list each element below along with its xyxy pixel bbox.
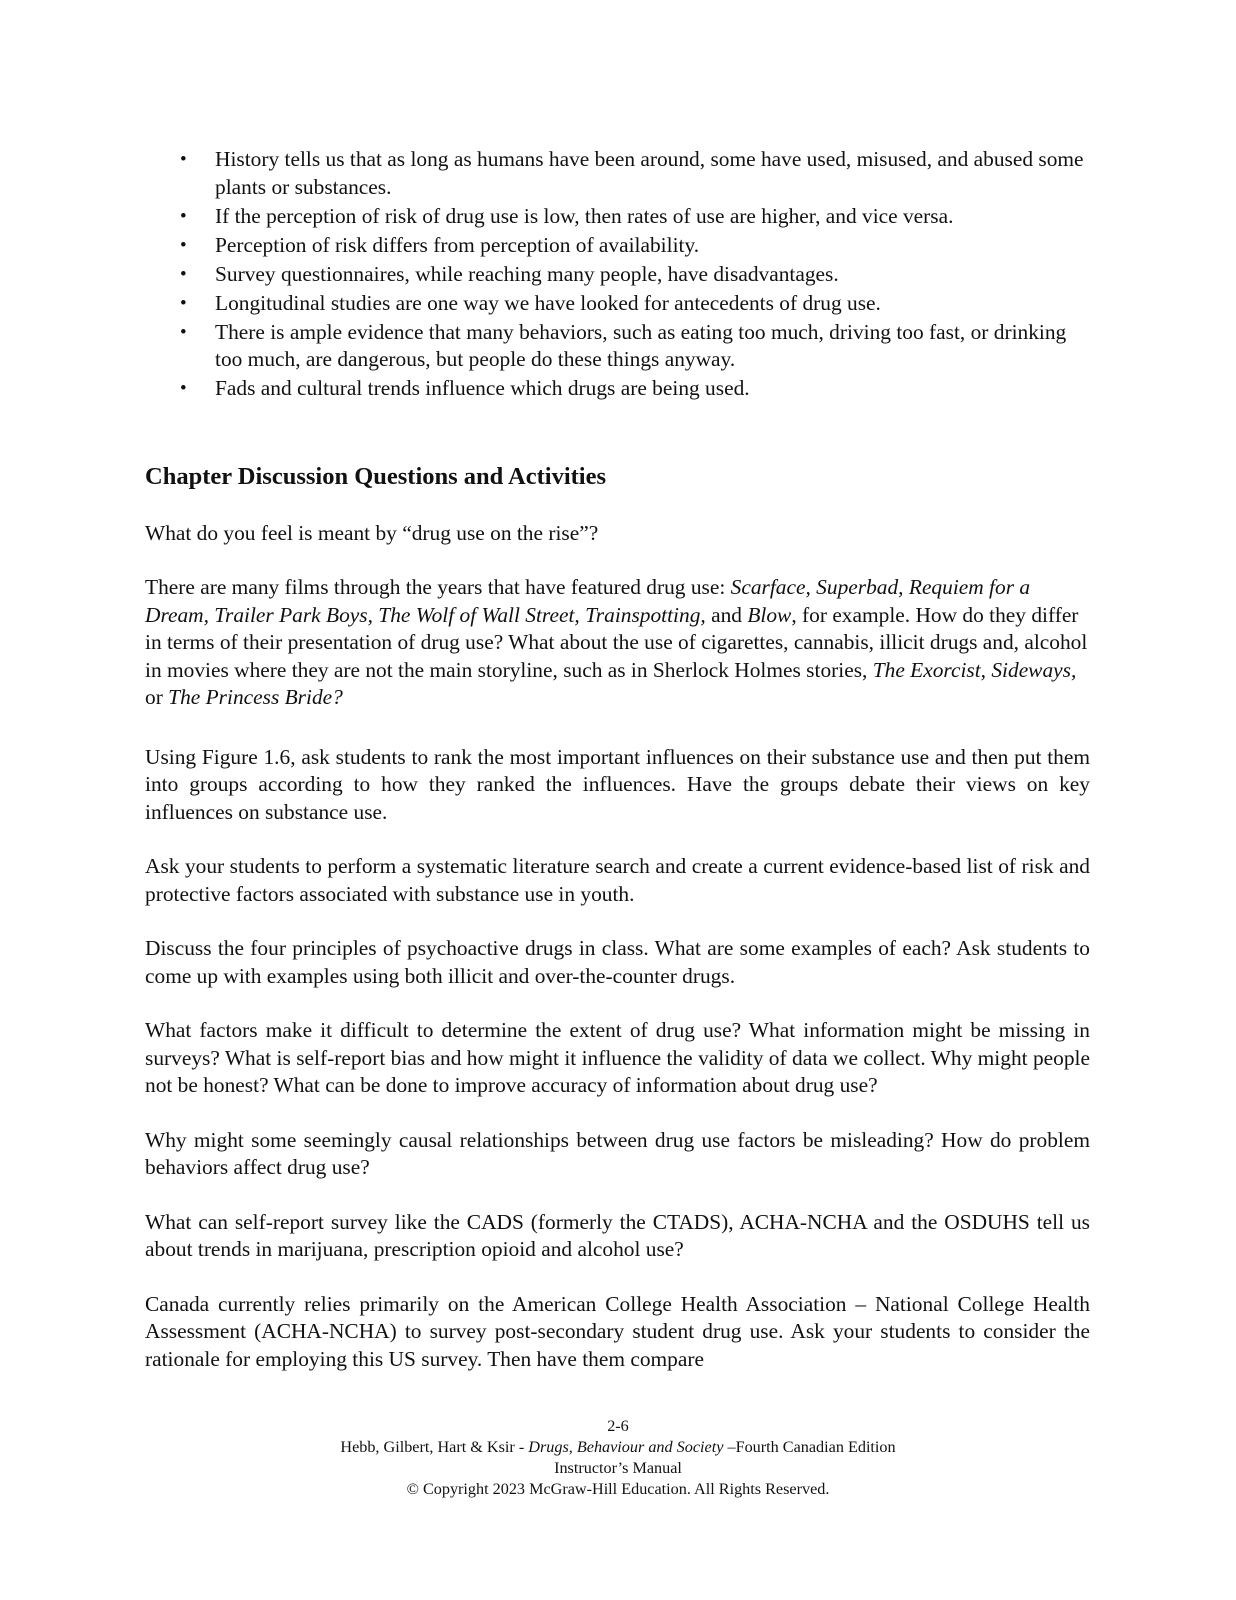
discussion-question-drug-use-rise: What do you feel is meant by “drug use on the rise”? — [145, 520, 599, 545]
bullet-glyph: • — [180, 378, 187, 399]
films-list-3: The Exorcist, Sideways, — [872, 657, 1077, 682]
footer-book-title: Drugs, Behaviour and Society — [528, 1438, 724, 1456]
bullet-glyph: • — [180, 205, 187, 227]
bullet-text: There is ample evidence that many behaviors, such as eating too much, driving too fast, or drinking too much, are dangerous, but people do these things anyway. — [215, 319, 1067, 371]
footer-manual: Instructor’s Manual — [554, 1459, 682, 1477]
discussion-question-extent-of-use: What factors make it difficult to determine the extent of drug use? What information might be missing in surveys? What is self-report bias and how might it influence the validity of data we collect. Why might people not be honest? What can be done to improve accuracy of information about drug use? — [145, 1018, 1090, 1097]
bullet-text: Survey questionnaires, while reaching many people, have disadvantages. — [215, 261, 839, 286]
discussion-question-films — [145, 574, 1090, 712]
films-text-1: There are many films through the years that have featured drug use: — [145, 575, 731, 599]
films-text-4: or — [145, 685, 169, 709]
bullet-text: Fads and cultural trends influence which drugs are being used. — [215, 376, 750, 400]
films-list-2: Blow — [747, 602, 792, 627]
bullet-item — [145, 375, 1090, 403]
bullet-item — [145, 261, 1090, 289]
book-citation — [0, 1437, 1236, 1458]
bullet-glyph: • — [180, 149, 187, 170]
bullet-item — [145, 232, 1090, 260]
bullet-glyph: • — [180, 292, 187, 314]
bullet-glyph: • — [180, 321, 187, 343]
bullet-item — [145, 290, 1090, 318]
footer-copyright: © Copyright 2023 McGraw-Hill Education. All Rights Reserved. — [406, 1480, 830, 1498]
bullet-text: If the perception of risk of drug use is low, then rates of use are higher, and vice versa. — [215, 203, 954, 228]
discussion-question-figure-ranking: Using Figure 1.6, ask students to rank the most important influences on their substance use and then put them into groups according to how they ranked the influences. Have the groups debate their views on key influences on substance use. — [145, 744, 1090, 824]
films-list-1: Scarface, Superbad, Requiem for a Dream, Trailer Park Boys, The Wolf of Wall Street, Trainspotting, — [145, 575, 1031, 627]
page-number: 2-6 — [607, 1417, 629, 1435]
discussion-question-literature-search: Ask your students to perform a systematic literature search and create a current evidence-based list of risk and protective factors associated with substance use in youth. — [145, 854, 1090, 906]
section-heading: Chapter Discussion Questions and Activities — [145, 462, 607, 490]
page-content — [145, 146, 1090, 1373]
footer-authors: Hebb, Gilbert, Hart & Ksir - — [340, 1438, 529, 1456]
bullet-text: Perception of risk differs from perception of availability. — [215, 232, 700, 257]
summary-bullet-list — [145, 146, 1090, 403]
bullet-item — [145, 146, 1090, 201]
discussion-question-self-report-surveys: What can self-report survey like the CADS (formerly the CTADS), ACHA-NCHA and the OSDUHS tell us about trends in marijuana, prescription opioid and alcohol use? — [145, 1209, 1090, 1261]
bullet-glyph: • — [180, 263, 187, 285]
films-text-2: and — [705, 602, 748, 627]
discussion-question-acha-ncha: Canada currently relies primarily on the American College Health Association – National College Health Assessment (ACHA-NCHA) to survey post-secondary student drug use. Ask your students to consider the rationale for employing this US survey. Then have them compare — [145, 1291, 1090, 1371]
bullet-item — [145, 319, 1090, 374]
bullet-item — [145, 203, 1090, 231]
films-text-3: , for example. How do they differ in terms of their presentation of drug use? What about the use of cigarettes, cannabis, illicit drugs and, alcohol in movies where they are not the main storyline, such as in Sherlock Holmes stories, — [145, 602, 1088, 682]
discussion-question-four-principles: Discuss the four principles of psychoactive drugs in class. What are some examples of each? Ask students to come up with examples using both illicit and over-the-counter drugs. — [145, 936, 1090, 988]
bullet-glyph: • — [180, 234, 187, 256]
page-footer — [0, 1416, 1236, 1500]
discussion-question-causal-relationships: Why might some seemingly causal relationships between drug use factors be misleading? How do problem behaviors affect drug use? — [145, 1127, 1090, 1179]
footer-edition: –Fourth Canadian Edition — [723, 1438, 896, 1456]
bullet-text: History tells us that as long as humans have been around, some have used, misused, and abused some plants or substances. — [215, 147, 1084, 199]
films-list-4: The Princess Bride? — [168, 685, 343, 709]
bullet-text: Longitudinal studies are one way we have looked for antecedents of drug use. — [215, 290, 881, 315]
